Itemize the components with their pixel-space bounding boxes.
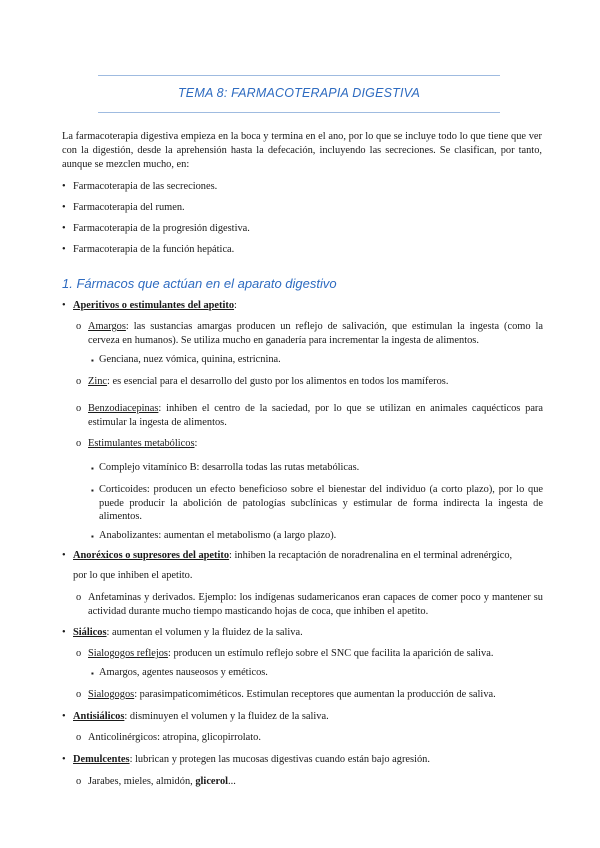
list-item: Amargos, agentes nauseosos y eméticos. [99, 667, 268, 678]
term-antisialicos: Antisiálicos [73, 711, 125, 722]
anorexicos-text: : inhiben la recaptación de noradrenalina en el terminal adrenérgico, [229, 550, 513, 561]
list-item [88, 775, 236, 789]
list-item: por lo que inhiben el apetito. [73, 570, 193, 581]
circle-bullet: o [76, 438, 82, 449]
list-item: Corticoides: producen un efecto beneficioso sobre el bienestar del individuo (a corto plazo), por lo que puede producir la abolición de patologías subclínicas y estimular de forma indirecta la ingesta de alimentos. [99, 484, 543, 522]
title-rule [98, 112, 500, 113]
sialogogos-text: : parasimpaticomiméticos. Estimulan receptores que aumentan la producción de saliva. [134, 689, 496, 700]
circle-bullet: o [76, 403, 82, 414]
list-item: Genciana, nuez vómica, quinina, estricnina. [99, 354, 281, 365]
bullet-item: Farmacoterapia de la progresión digestiva. [73, 223, 250, 234]
zinc-text: : es esencial para el desarrollo del gusto por los alimentos en todos los mamíferos. [107, 376, 449, 387]
term-amargos: Amargos [88, 321, 126, 332]
square-bullet: ▪ [91, 486, 94, 495]
list-item [88, 320, 543, 347]
top-rule [98, 75, 500, 76]
circle-bullet: o [76, 689, 82, 700]
bullet-dot: • [62, 550, 66, 561]
term-sialogogos-reflejos: Sialogogos reflejos [88, 648, 168, 659]
benzo-text: : inhiben el centro de la saciedad, por lo que se utilizan en animales caquécticos para estimular la ingesta de alimentos. [88, 403, 543, 428]
square-bullet: ▪ [91, 669, 94, 678]
circle-bullet: o [76, 648, 82, 659]
bullet-item: Farmacoterapia de las secreciones. [73, 181, 218, 192]
section-heading: 1. Fármacos que actúan en el aparato digestivo [62, 276, 337, 291]
list-item [73, 753, 430, 767]
bullet-item: Farmacoterapia del rumen. [73, 202, 185, 213]
term-demulcentes: Demulcentes [73, 754, 130, 765]
term-anorexicos: Anoréxicos o supresores del apetito [73, 550, 230, 561]
term-zinc: Zinc [88, 376, 108, 387]
circle-bullet: o [76, 376, 82, 387]
list-item [88, 375, 448, 389]
list-item: Aperitivos o estimulantes del apetito: [73, 300, 237, 311]
bullet-dot: • [62, 754, 66, 765]
square-bullet: ▪ [91, 464, 94, 473]
antisialicos-text: : disminuyen el volumen y la fluidez de la saliva. [124, 711, 329, 722]
demulcentes-sub-bold: glicerol [195, 776, 229, 787]
demulcentes-sub-c: ... [228, 776, 236, 787]
list-item: Anabolizantes: aumentan el metabolismo (a largo plazo). [99, 530, 337, 541]
list-item [88, 688, 496, 702]
bullet-dot: • [62, 223, 66, 234]
bullet-dot: • [62, 711, 66, 722]
bullet-dot: • [62, 244, 66, 255]
term-benzodiacepinas: Benzodiacepinas [88, 403, 159, 414]
circle-bullet: o [76, 592, 82, 603]
list-item [73, 626, 303, 640]
amargos-text: : las sustancias amargas producen un reflejo de salivación, que estimulan la ingesta (como la cerveza en humanos). Se utiliza mucho en ganadería para incrementar la ingesta de alimentos. [88, 321, 543, 346]
page-title: TEMA 8: FARMACOTERAPIA DIGESTIVA [177, 86, 421, 100]
reflejos-text: : producen un estímulo reflejo sobre el SNC que facilita la aparición de saliva. [167, 648, 494, 659]
bullet-dot: • [62, 627, 66, 638]
demulcentes-text: : lubrican y protegen las mucosas digestivas cuando están bajo agresión. [129, 754, 430, 765]
list-item: Complejo vitamínico B: desarrolla todas las rutas metabólicas. [99, 462, 360, 473]
intro-paragraph: La farmacoterapia digestiva empieza en la boca y termina en el ano, por lo que se incluye todo lo que tiene que ver con la digestión, desde la aprehensión hasta la defecación, incluyendo las secreciones. Se clasifican, por tanto, aunque se mezclen mucho, en: [62, 131, 542, 170]
sialicos-text: : aumentan el volumen y la fluidez de la saliva. [106, 627, 303, 638]
term-estimulantes: Estimulantes metabólicos [88, 438, 195, 449]
term-aperitivos: Aperitivos o estimulantes del apetito [73, 300, 235, 311]
list-item [88, 402, 543, 429]
bullet-dot: • [62, 202, 66, 213]
list-item [73, 710, 329, 724]
term-sialogogos: Sialogogos [88, 689, 135, 700]
bullet-dot: • [62, 300, 66, 311]
demulcentes-sub-a: Jarabes, mieles, almidón, [88, 776, 196, 787]
square-bullet: ▪ [91, 356, 94, 365]
circle-bullet: o [76, 732, 82, 743]
bullet-item: Farmacoterapia de la función hepática. [73, 244, 235, 255]
list-item [88, 647, 493, 661]
term-sialicos: Siálicos [73, 627, 107, 638]
circle-bullet: o [76, 321, 82, 332]
list-item: Anfetaminas y derivados. Ejemplo: los indígenas sudamericanos eran capaces de comer poco y mantener su actividad durante mucho tiempo masticando hojas de coca, que inhiben el apetito. [88, 592, 543, 617]
list-item: Estimulantes metabólicos: [88, 438, 198, 449]
list-item [73, 549, 512, 563]
circle-bullet: o [76, 776, 82, 787]
square-bullet: ▪ [91, 532, 94, 541]
list-item: Anticolinérgicos: atropina, glicopirrolato. [88, 732, 261, 743]
bullet-dot: • [62, 181, 66, 192]
